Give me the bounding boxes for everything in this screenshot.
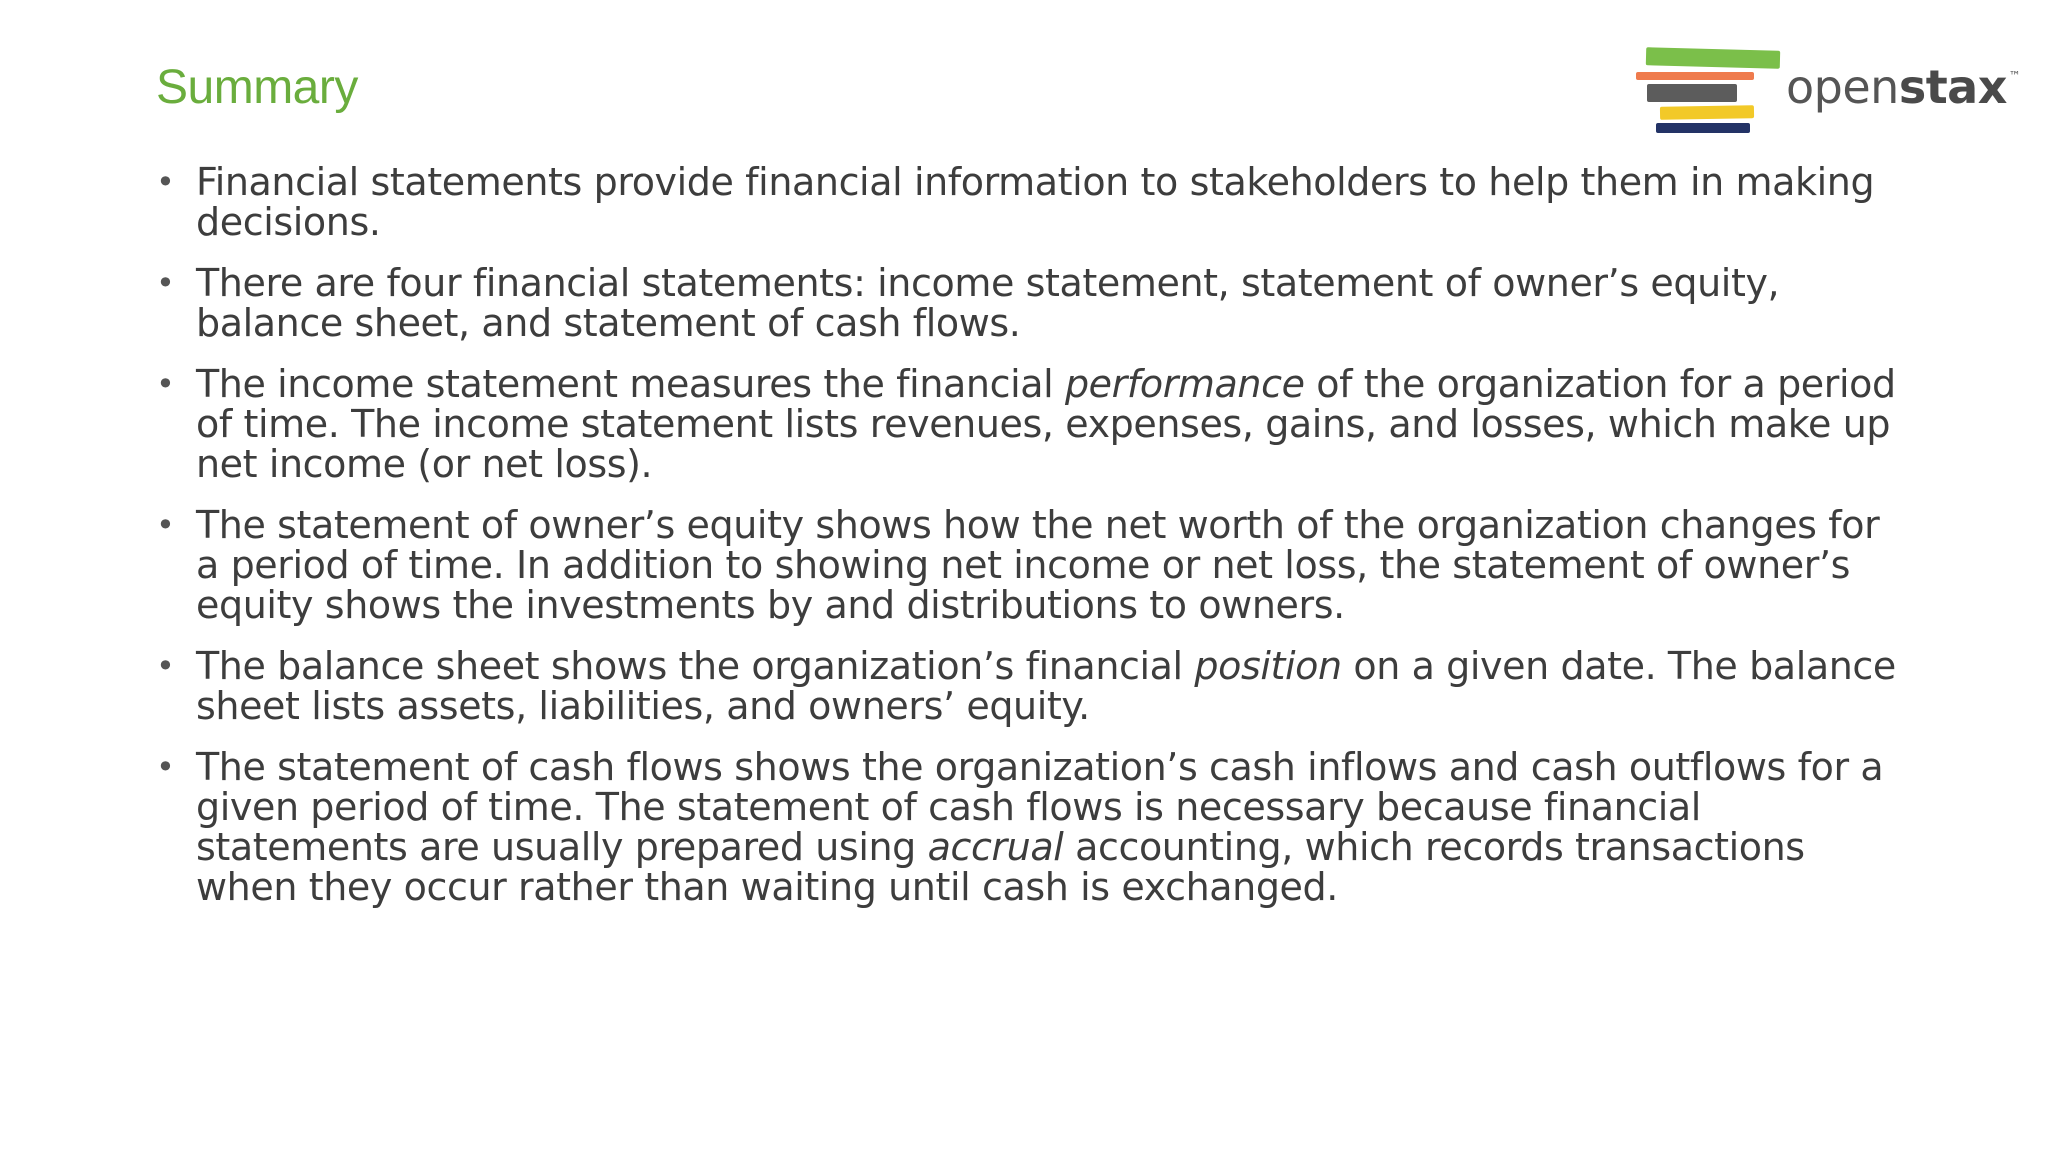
bullet-dot-icon: •: [156, 365, 175, 403]
bullet-emphasis: performance: [1064, 362, 1305, 406]
bullet-text: accounting, which records transactions when they occur rather than waiting until cash is exchanged.: [196, 825, 1805, 909]
bullet-item: [156, 646, 1896, 726]
logo-wordmark: [1786, 60, 2021, 114]
openstax-logo: [1636, 46, 2026, 136]
bullet-item: [156, 162, 1896, 242]
logo-bar-orange: [1636, 72, 1754, 80]
bullet-dot-icon: •: [156, 163, 175, 201]
bullet-item: [156, 263, 1896, 343]
logo-trademark: ™: [2008, 69, 2021, 83]
logo-bar-yellow: [1660, 105, 1754, 120]
bullet-item: [156, 364, 1896, 484]
bullet-dot-icon: •: [156, 647, 175, 685]
logo-text-light: open: [1786, 60, 1899, 114]
logo-bar-green: [1646, 47, 1780, 69]
bullet-item: [156, 747, 1896, 907]
logo-bar-navy: [1656, 123, 1750, 133]
bullet-text: Financial statements provide financial information to stakeholders to help them in making decisions.: [196, 160, 1875, 244]
bullet-emphasis: accrual: [927, 825, 1064, 869]
slide-title: Summary: [156, 61, 358, 114]
openstax-logo-icon: [1636, 46, 1786, 136]
bullet-text: The statement of cash flows shows the organization’s cash inflows and cash outflows for a given period of time. The statement of cash flows is necessary because financial statements are usually prepared using: [196, 745, 1884, 869]
bullet-text: The statement of owner’s equity shows how the net worth of the organization changes for a period of time. In addition to showing net income or net loss, the statement of owner’s equity shows the investments by and distributions to owners.: [196, 503, 1880, 627]
bullet-dot-icon: •: [156, 264, 175, 302]
bullet-emphasis: position: [1194, 644, 1342, 688]
bullet-text: The income statement measures the financial: [196, 362, 1065, 406]
bullet-text: on a given date. The balance sheet lists assets, liabilities, and owners’ equity.: [196, 644, 1896, 728]
bullet-item: [156, 505, 1896, 625]
bullet-text: The balance sheet shows the organization’s financial: [196, 644, 1195, 688]
logo-text-bold: stax: [1898, 60, 2007, 114]
summary-bullet-list: [156, 162, 1896, 928]
logo-bar-gray: [1647, 84, 1737, 102]
bullet-dot-icon: •: [156, 748, 175, 786]
bullet-text: There are four financial statements: income statement, statement of owner’s equity, balance sheet, and statement of cash flows.: [196, 261, 1780, 345]
bullet-dot-icon: •: [156, 506, 175, 544]
bullet-text: of the organization for a period of time. The income statement lists revenues, expenses, gains, and losses, which make up net income (or net loss).: [196, 362, 1896, 486]
